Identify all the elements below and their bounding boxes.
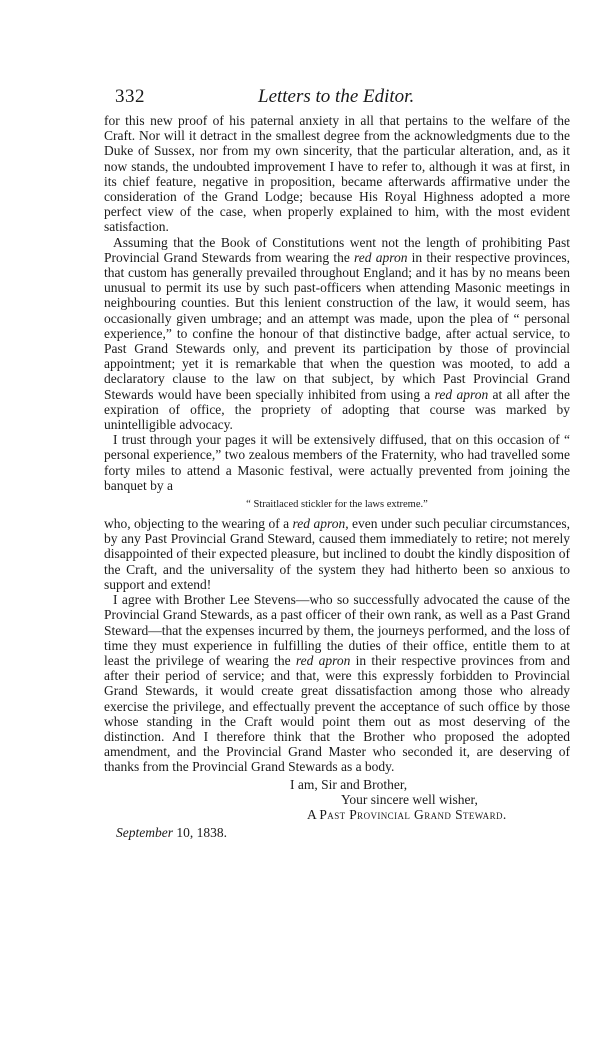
paragraph-4-text-c: , even under such peculiar circumstances, by any Past Provincial Grand Steward, caused them immediately to retire; not merely disappointed of their expected pleasure, but inclined to doubt the kindly disposition of the Craft, and the universality of the system they had hitherto been so anxious to support and extend! — [104, 516, 570, 592]
running-head — [0, 86, 601, 110]
page-number: 332 — [115, 86, 145, 107]
signature-line — [104, 807, 570, 822]
paragraph-2-text-c: in their respective provinces, that custom has generally prevailed throughout England; and it has by no means been unusual to permit its use by such past-officers when attending Masonic meetings in neighbouring counties. But this lenient construction of the law, it would seem, has occasionally given umbrage; and an attempt was made, upon the plea of “ personal experience,” to confine the honour of that distinctive badge, after actual service, to Past Grand Stewards only, and prevent its participation by those of provincial appointment; yet it is remarkable that when the question was mooted, to add a declaratory clause to the law on that subject, by which Past Provincial Grand Stewards would have been specially inhibited from using a — [104, 249, 570, 402]
signature: Past Provincial Grand Steward. — [319, 806, 507, 822]
paragraph-5 — [104, 592, 570, 774]
paragraph-5-text-c: in their respective provinces from and after their period of service; and that, were this expressly forbidden to Provincial Grand Stewards, it would create great dissatisfaction among those who already exercise the privilege, and effectually prevent the acceptance of such office by those whose standing in the Craft would point them out as most deserving of the distinction. And I therefore think that the Brother who proposed the adopted amendment, and the Provincial Grand Master who seconded it, are deserving of thanks from the Provincial Grand Stewards as a body. — [104, 652, 570, 775]
letter-closing — [104, 777, 570, 841]
paragraph-4-text-a: who, objecting to the wearing of a — [104, 516, 293, 532]
salutation-line: I am, Sir and Brother, — [290, 776, 408, 792]
paragraph-2 — [104, 235, 570, 433]
paragraph-3: I trust through your pages it will be extensively diffused, that on this occasion of “ personal experience,” two zealous members of the Fraternity, who had travelled some forty miles to attend a Masonic festival, were actually prevented from joining the banquet by a — [104, 432, 570, 493]
valediction-line: Your sincere well wisher, — [341, 791, 478, 807]
date-month: September — [116, 825, 173, 841]
letter-date — [104, 825, 570, 840]
red-apron-term: red apron — [434, 386, 489, 402]
date-rest: 10, 1838. — [172, 825, 227, 841]
running-title: Letters to the Editor. — [258, 86, 415, 107]
quotation: “ Straitlaced stickler for the laws extreme.” — [246, 499, 428, 511]
paragraph-5-text-a: I agree with Brother Lee Stevens—who so successfully advocated the cause of the Provincial Grand Stewards, as a past officer of their own rank, as well as a Past Grand Steward—that the expenses incurred by them, the journeys performed, and the loss of time they must experience in fulfilling the duties of their office, entitle them to at least the privilege of wearing the — [104, 592, 570, 668]
paragraph-2-text-e: at all after the expiration of office, the propriety of adopting that course was marked by unintelligible advocacy. — [104, 386, 570, 433]
paragraph-4 — [104, 516, 570, 592]
paragraph-1: for this new proof of his paternal anxiety in all that pertains to the welfare of the Craft. Nor will it detract in the smallest degree from the acknowledgments due to the Duke of Sussex, nor from my own sincerity, that the particular alteration, and, as it now stands, the undoubted improvement I have to refer to, although it was at first, in its chief feature, negative in proposition, became afterwards affirmative under the consideration of the Grand Lodge; because His Royal Highness adopted a more perfect view of the case, when properly explained to him, with the most evident satisfaction. — [104, 113, 570, 235]
paragraph-2-text-a: Assuming that the Book of Constitutions went not the length of prohibiting Past Provincial Grand Stewards from wearing the — [104, 234, 570, 265]
letter-body — [104, 113, 570, 840]
red-apron-term: red apron — [354, 249, 408, 265]
signature-prefix: A — [307, 806, 320, 822]
red-apron-term: red apron — [292, 516, 346, 532]
red-apron-term: red apron — [295, 652, 351, 668]
